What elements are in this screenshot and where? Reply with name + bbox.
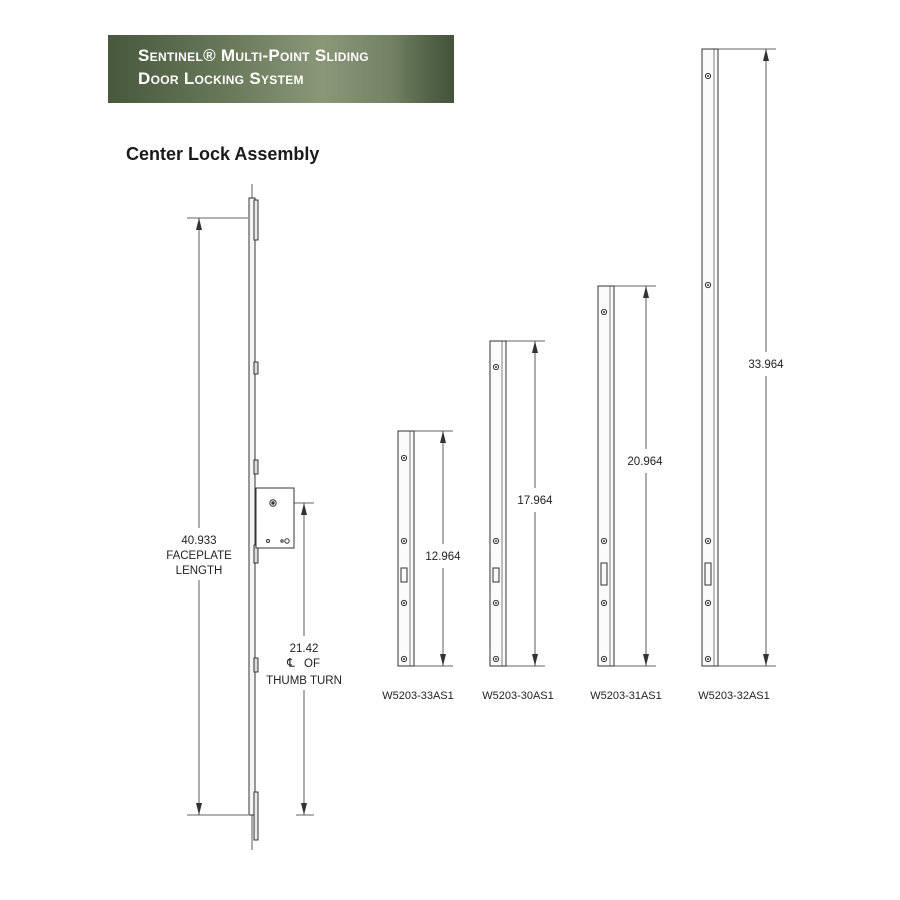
lowest-tab	[254, 658, 258, 672]
thumb-turn-value: 21.42	[289, 643, 319, 655]
rod-hole-center	[707, 540, 709, 542]
rod-hole-center	[495, 658, 497, 660]
extension-part-number: W5203-33AS1	[382, 690, 454, 702]
rod-hole-center	[495, 366, 497, 368]
thumb-turn-of: OF	[304, 658, 320, 670]
extension-length-value: 12.964	[425, 551, 461, 563]
banner-title-line-1: Sentinel® Multi-Point Sliding	[138, 46, 369, 65]
banner-title-line-2: Door Locking System	[138, 69, 304, 88]
middle-tab	[254, 460, 258, 474]
dimension-arrow	[440, 654, 446, 666]
rod-hole-center	[603, 658, 605, 660]
dimension-arrow	[643, 286, 649, 298]
extension-length-value: 20.964	[627, 456, 663, 468]
thumb-turn-label: THUMB TURN	[266, 675, 342, 687]
rod-hole-center	[707, 658, 709, 660]
rod-hole-center	[495, 602, 497, 604]
faceplate-length-value: 40.933	[181, 535, 217, 547]
faceplate-label-1: FACEPLATE	[166, 550, 232, 562]
rod-hole-center	[403, 658, 405, 660]
center-lock-assembly	[187, 184, 314, 850]
section-title: Center Lock Assembly	[126, 144, 320, 164]
extension-rods	[398, 49, 776, 666]
faceplate-label-2: LENGTH	[175, 565, 223, 577]
rod-hole-center	[403, 602, 405, 604]
extension-rod	[490, 341, 506, 666]
dimension-arrow	[763, 654, 769, 666]
rod-hole-center	[707, 284, 709, 286]
dimension-arrow	[643, 654, 649, 666]
extension-part-number: W5203-31AS1	[590, 690, 662, 702]
extension-length-value: 33.964	[748, 359, 784, 371]
centerline-symbol: ℄	[287, 656, 295, 670]
bottom-strike-tab	[254, 792, 258, 840]
rod-hole-center	[707, 602, 709, 604]
dimension-arrow	[532, 654, 538, 666]
rod-hole-center	[603, 602, 605, 604]
rod-hole-center	[495, 540, 497, 542]
dimension-arrow	[440, 431, 446, 443]
dimension-arrow	[763, 49, 769, 61]
faceplate	[249, 198, 255, 815]
extension-rod	[702, 49, 718, 666]
rod-hole-center	[403, 457, 405, 459]
extension-length-value: 17.964	[517, 495, 553, 507]
upper-tab	[254, 362, 258, 374]
extension-part-number: W5203-32AS1	[698, 690, 770, 702]
rod-hole-center	[603, 540, 605, 542]
rod-hole-center	[603, 311, 605, 313]
extension-rod	[598, 286, 614, 666]
extension-part-number: W5203-30AS1	[482, 690, 554, 702]
extension-labels	[382, 359, 784, 702]
extension-rod	[398, 431, 414, 666]
rod-hole-center	[403, 540, 405, 542]
dimension-arrow	[532, 341, 538, 353]
top-strike-tab	[254, 200, 258, 240]
rod-hole-center	[707, 75, 709, 77]
